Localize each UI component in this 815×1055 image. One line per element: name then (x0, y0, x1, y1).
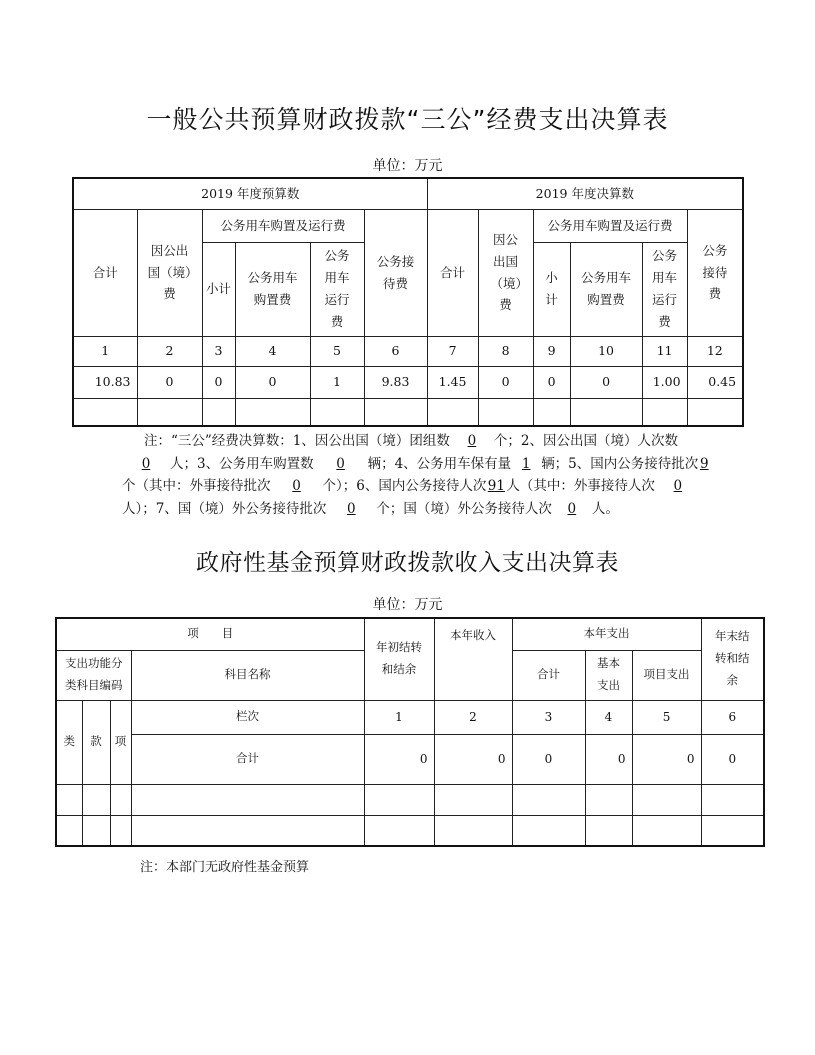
empty-cell (364, 784, 434, 815)
empty-cell (701, 784, 764, 815)
note-text: 注：“三公”经费决算数：1、因公出国（境）团组数 (144, 433, 450, 449)
col-car-group-actual: 公务用车购置及运行费 (533, 209, 687, 242)
budget-header: 2019 年度预算数 (73, 178, 427, 209)
col-number: 5 (632, 700, 701, 734)
col-number: 1 (364, 700, 434, 734)
empty-cell (73, 398, 137, 426)
note-text: 个（其中：外事接待批次 (122, 478, 271, 494)
col-number: 6 (364, 336, 427, 366)
note-value: 1 (521, 455, 531, 472)
col-number: 4 (585, 700, 632, 734)
empty-cell (56, 784, 82, 815)
unit-label-1: 单位：万元 (372, 158, 443, 174)
empty-cell (131, 815, 364, 846)
empty-cell (82, 815, 110, 846)
col-item: 项 目 (56, 618, 364, 650)
empty-cell (642, 398, 687, 426)
empty-cell (56, 815, 82, 846)
value-cell: 0.45 (687, 366, 743, 398)
col-number: 9 (533, 336, 570, 366)
col-basic-expense: 基本支出 (585, 650, 632, 700)
col-number: 3 (512, 700, 585, 734)
note-value: 0 (292, 478, 301, 494)
value-cell: 0 (570, 366, 642, 398)
note-value: 0 (141, 455, 151, 472)
value-cell: 0 (434, 734, 512, 784)
sangong-table (72, 177, 744, 427)
value-cell: 9.83 (364, 366, 427, 398)
empty-cell (137, 398, 202, 426)
page-title-fund: 政府性基金预算财政拨款收入支出决算表 (196, 550, 619, 576)
col-xiang: 项 (110, 700, 131, 784)
col-code: 支出功能分类科目编码 (56, 650, 131, 700)
note-value: 0 (467, 433, 477, 449)
col-number: 11 (642, 336, 687, 366)
value-cell: 0 (235, 366, 310, 398)
empty-cell (110, 784, 131, 815)
col-number: 5 (310, 336, 364, 366)
col-income: 本年收入 (434, 618, 512, 700)
note-text: 个；2、因公出国（境）人次数 (493, 433, 678, 449)
row-total-label: 合计 (131, 734, 364, 784)
empty-cell (434, 815, 512, 846)
fund-table (55, 617, 765, 847)
note-text: 人）；7、国（境）外公务接待批次 (122, 500, 327, 517)
note-text: 个；国（境）外公务接待人次 (376, 500, 552, 517)
col-subtotal-actual: 小计 (533, 242, 570, 336)
empty-cell (585, 784, 632, 815)
note-value: 0 (336, 455, 345, 472)
empty-cell (235, 398, 310, 426)
note-text: 人（其中：外事接待人次 (506, 478, 655, 494)
value-cell: 0 (585, 734, 632, 784)
row-lanci: 栏次 (131, 700, 364, 734)
note-text: 个）；6、国内公务接待人次 (322, 478, 487, 494)
value-cell: 0 (632, 734, 701, 784)
empty-cell (310, 398, 364, 426)
empty-cell (632, 815, 701, 846)
col-abroad-actual: 因公出国（境）费 (478, 209, 533, 336)
note-text: 辆；5、国内公务接待批次 (541, 455, 699, 472)
col-begin-balance: 年初结转和结余 (364, 618, 434, 700)
empty-cell (427, 398, 478, 426)
value-cell: 0 (364, 734, 434, 784)
col-car-run-budget: 公务用车运行费 (310, 242, 364, 336)
empty-cell (570, 398, 642, 426)
empty-cell (478, 398, 533, 426)
col-project-expense: 项目支出 (632, 650, 701, 700)
value-cell: 0 (701, 734, 764, 784)
col-number: 10 (570, 336, 642, 366)
note-value: 91 (487, 478, 505, 494)
col-car-purchase-budget: 公务用车购置费 (235, 242, 310, 336)
value-cell: 0 (533, 366, 570, 398)
col-subject-name: 科目名称 (131, 650, 364, 700)
col-expense-group: 本年支出 (512, 618, 701, 650)
col-car-purchase-actual: 公务用车购置费 (570, 242, 642, 336)
empty-cell (533, 398, 570, 426)
col-lei: 类 (56, 700, 82, 784)
fund-note: 注：本部门无政府性基金预算 (140, 860, 310, 875)
note-text: 人；3、公务用车购置数 (170, 455, 314, 472)
col-total-actual: 合计 (427, 209, 478, 336)
note-value: 0 (347, 500, 356, 517)
col-subtotal-budget: 小计 (202, 242, 235, 336)
actual-header: 2019 年度决算数 (427, 178, 743, 209)
col-abroad-budget: 因公出国（境）费 (137, 209, 202, 336)
note-value: 0 (673, 478, 683, 494)
page-title-sangong: 一般公共预算财政拨款“三公”经费支出决算表 (146, 105, 669, 134)
col-expense-total: 合计 (512, 650, 585, 700)
empty-cell (364, 815, 434, 846)
note-text: 人。 (591, 500, 619, 517)
value-cell: 0 (512, 734, 585, 784)
empty-cell (585, 815, 632, 846)
empty-cell (434, 784, 512, 815)
col-kuan: 款 (82, 700, 110, 784)
value-cell: 0 (202, 366, 235, 398)
col-reception-actual: 公务接待费 (687, 209, 743, 336)
value-cell: 1 (310, 366, 364, 398)
empty-cell (131, 784, 364, 815)
empty-cell (110, 815, 131, 846)
empty-cell (687, 398, 743, 426)
col-car-group-budget: 公务用车购置及运行费 (202, 209, 364, 242)
unit-label-2: 单位：万元 (372, 597, 443, 613)
value-cell: 1.00 (642, 366, 687, 398)
col-number: 8 (478, 336, 533, 366)
col-number: 12 (687, 336, 743, 366)
value-cell: 0 (137, 366, 202, 398)
note-value: 0 (567, 500, 577, 517)
note-text: 辆；4、公务用车保有量 (367, 455, 512, 472)
col-number: 7 (427, 336, 478, 366)
empty-cell (202, 398, 235, 426)
empty-cell (364, 398, 427, 426)
sangong-note (122, 430, 712, 520)
empty-cell (632, 784, 701, 815)
empty-cell (82, 784, 110, 815)
col-number: 3 (202, 336, 235, 366)
empty-cell (512, 784, 585, 815)
col-number: 2 (137, 336, 202, 366)
value-cell: 0 (478, 366, 533, 398)
col-number: 1 (73, 336, 137, 366)
col-end-balance: 年末结转和结余 (701, 618, 764, 700)
empty-cell (512, 815, 585, 846)
empty-cell (701, 815, 764, 846)
col-car-run-actual: 公务用车运行费 (642, 242, 687, 336)
col-reception-budget: 公务接待费 (364, 209, 427, 336)
col-total-budget: 合计 (73, 209, 137, 336)
note-value: 9 (699, 455, 709, 472)
col-number: 2 (434, 700, 512, 734)
value-cell: 10.83 (73, 366, 137, 398)
value-cell: 1.45 (427, 366, 478, 398)
col-number: 6 (701, 700, 764, 734)
col-number: 4 (235, 336, 310, 366)
